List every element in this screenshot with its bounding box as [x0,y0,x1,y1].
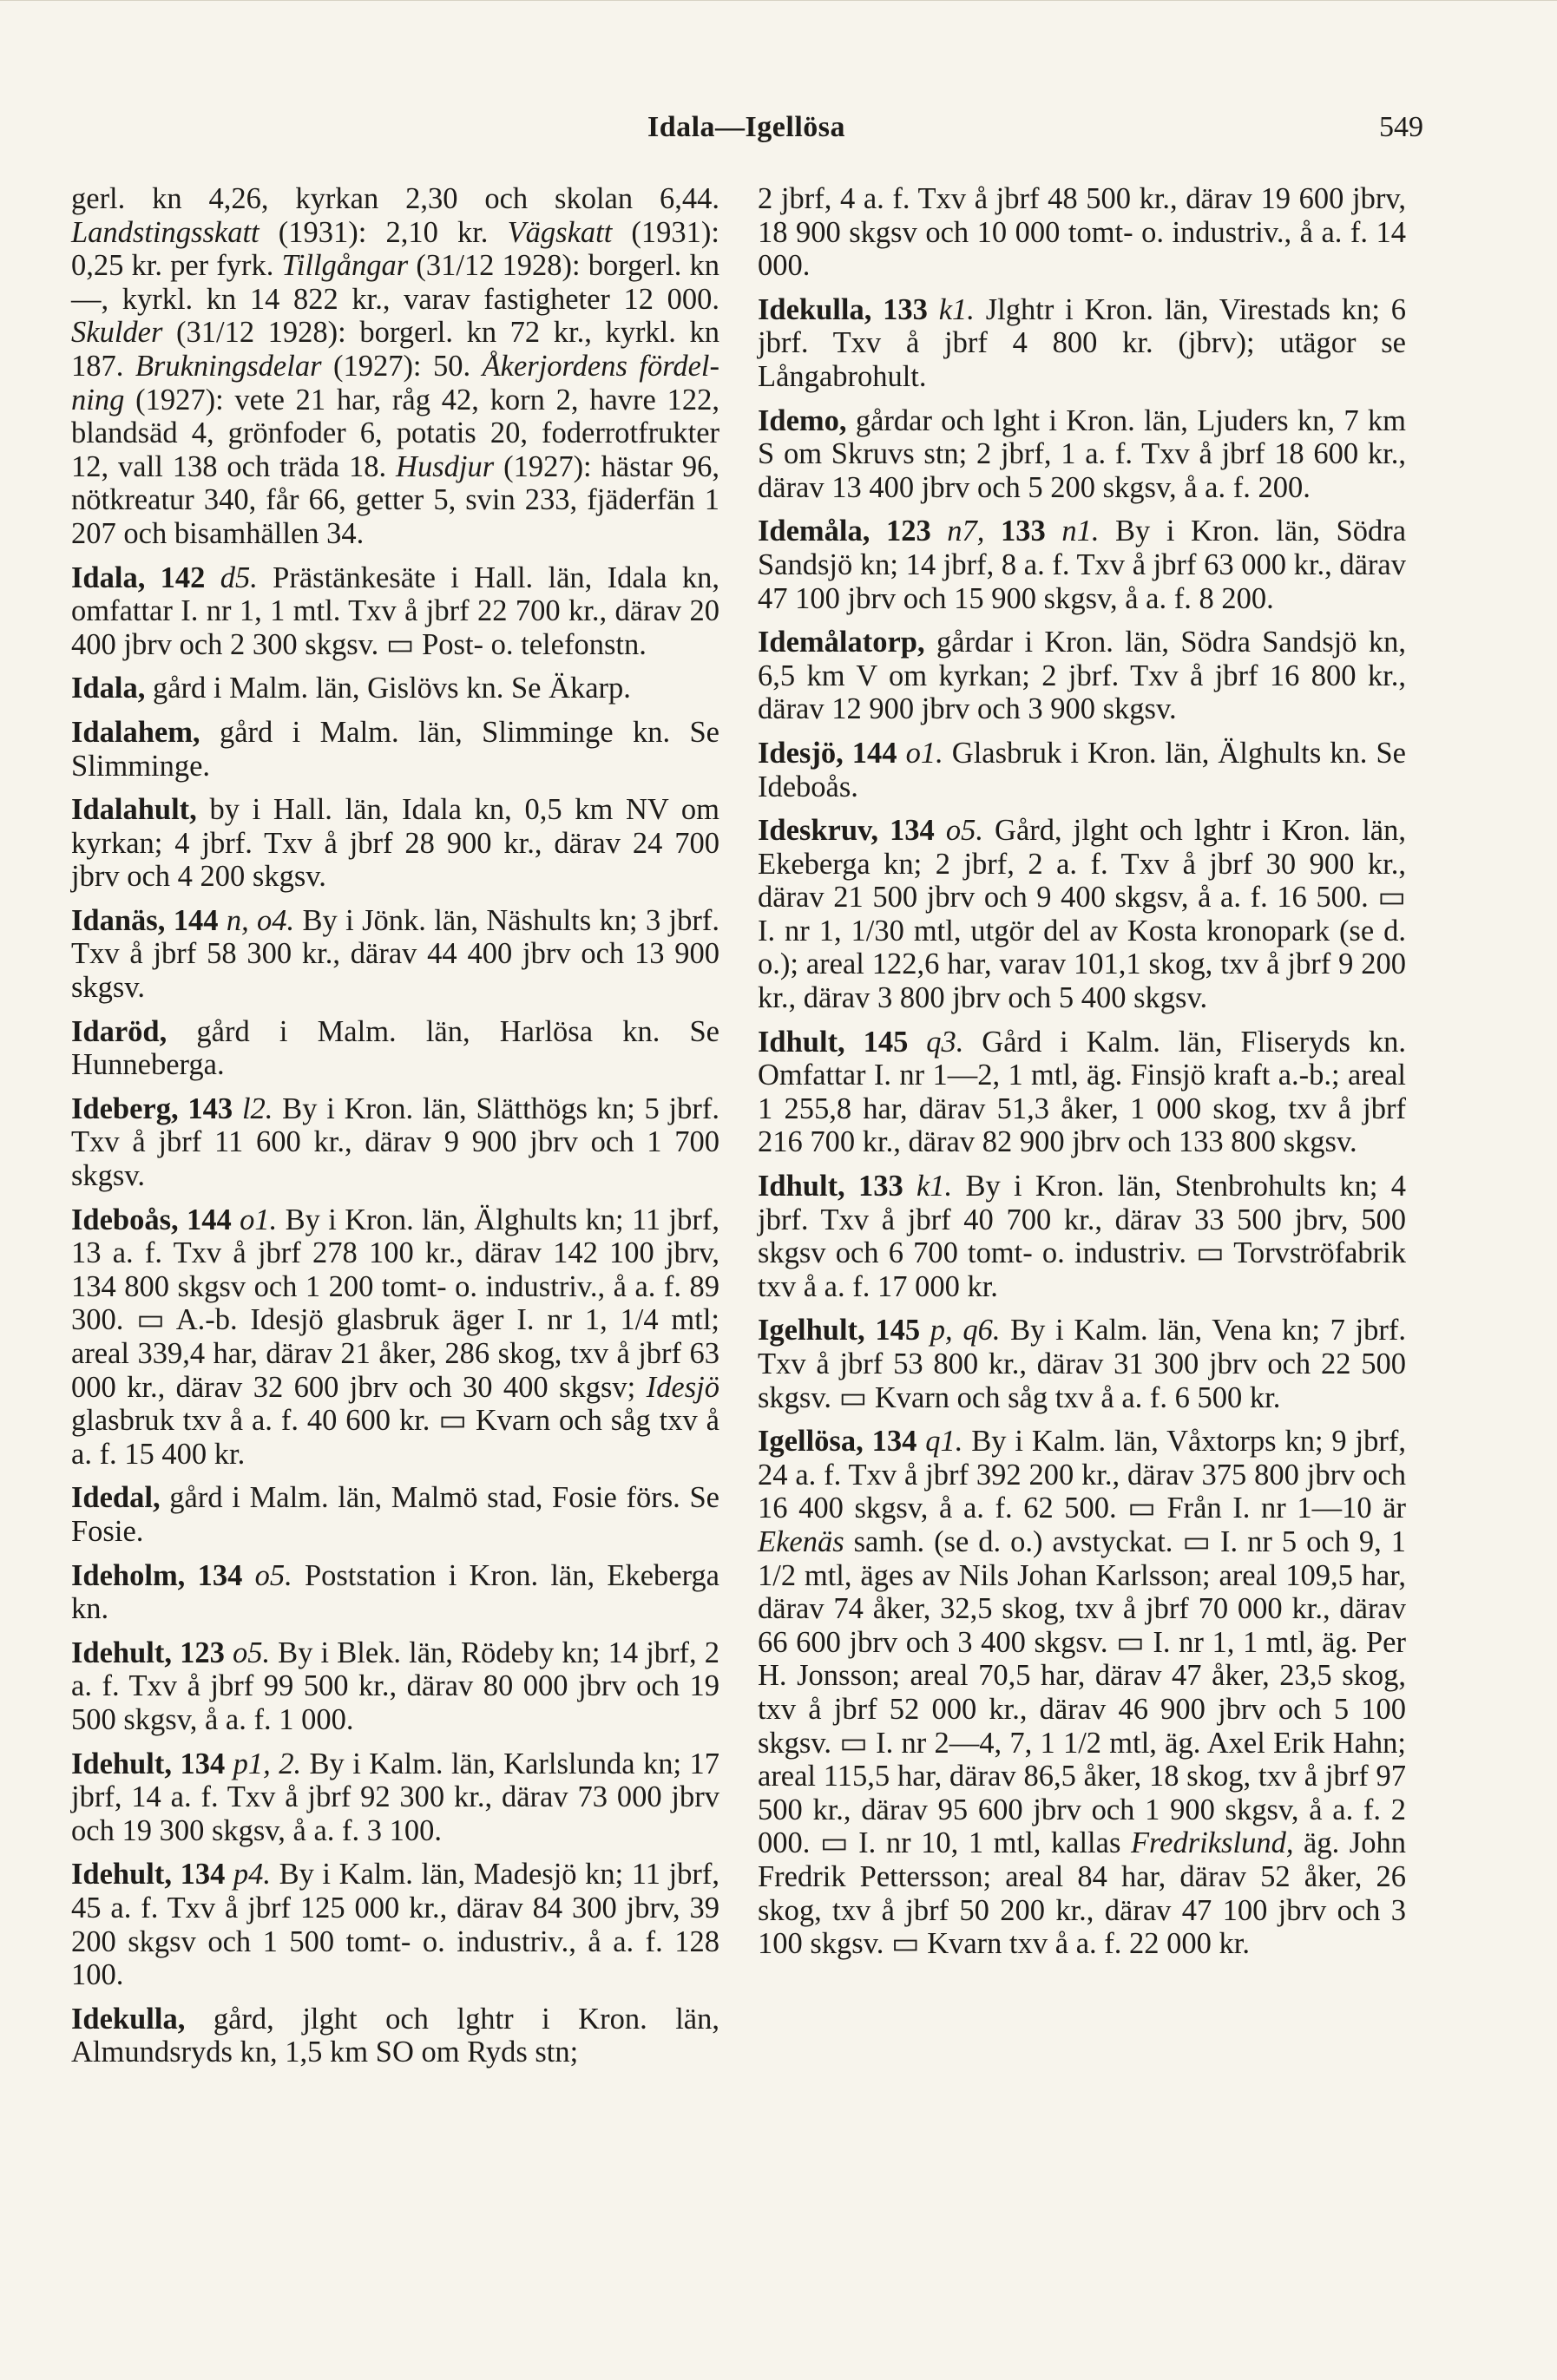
entry-italic-text: k1. [938,292,975,326]
entry-text: (1927): hästar 96, nötkreatur 340, får 66, getter 5, svin 233, fjäderfän 1 207 och bisamhällen 34. [71,449,719,550]
gazetteer-entry [71,1203,719,1472]
gazetteer-entry [758,182,1406,283]
entry-text: gårdar i Kron. län, Södra Sandsjö kn, 6,5 km V om kyrkan; 2 jbrf. Txv å jbrf 16 800 kr., därav 12 900 jbrv och 3 900 skgsv. [758,626,1406,726]
entry-text: By i Kron. län, Slätthögs kn; 5 jbrf. Txv å jbrf 11 600 kr., därav 9 900 jbrv och 1 700 skgsv. [71,1092,719,1193]
entry-text: by i Hall. län, Idala kn, 0,5 km NV om kyrkan; 4 jbrf. Txv å jbrf 28 900 kr., därav 24 700 jbrv och 4 200 skgsv. [71,793,719,894]
entry-italic-text: p1, 2. [233,1747,302,1780]
gazetteer-entry [758,1314,1406,1414]
gazetteer-entry [71,904,719,1005]
entry-text: By i Jönk. län, Näshults kn; 3 jbrf. Txv å jbrf 58 300 kr., därav 44 400 jbrv och 13 900 skgsv. [71,903,719,1005]
gazetteer-entry [71,1858,719,1991]
entry-italic-text: Tillgångar [281,249,409,283]
entry-italic-text: l2. [241,1092,273,1125]
entry-text: (1931): 2,10 kr. [259,215,508,249]
gazetteer-entry [71,1481,719,1548]
gazetteer-entry [758,1170,1406,1303]
entry-headword: Idhult, 133 [758,1170,916,1203]
entry-text: Gård i Kalm. län, Fliseryds kn. Omfattar I. nr 1—2, 1 mtl, äg. Finsjö kraft a.-b.; areal 1 255,8 har, därav 51,3 åker, 1 000 skog, txv å jbrf 216 700 kr., därav 82 900 jbrv och 133 800 skgsv. [758,1025,1407,1159]
gazetteer-entry [758,1425,1406,1961]
entry-italic-text: q1. [925,1425,963,1459]
gazetteer-entry [71,561,719,662]
entry-headword: Ideberg, 143 [71,1092,242,1125]
entry-text: gård i Malm. län, Harlösa kn. Se Hunneberga. [71,1014,719,1082]
entry-italic-text: Skulder [71,316,163,350]
entry-headword: Igellösa, 134 [758,1425,926,1459]
entry-italic-text: Landstingsskatt [71,215,260,249]
running-head: Idala—Igellösa [647,111,846,143]
entry-italic-text: p4. [233,1858,272,1892]
entry-text: Glasbruk i Kron. län, Älghults kn. Se Ideboås. [758,736,1406,803]
entry-italic-text: q3. [926,1025,964,1059]
entry-headword: Idanäs, 144 [71,903,227,937]
gazetteer-entry [758,515,1406,615]
entry-headword: Idaröd, [71,1014,168,1048]
top-edge-rule [0,0,1557,4]
entry-headword: Idekulla, [71,2002,186,2036]
entry-headword: Idemåla, 123 [758,515,948,548]
entry-headword: Igelhult, 145 [758,1314,930,1347]
entry-headword: Idalahem, [71,715,200,749]
gazetteer-entry [758,737,1406,803]
entry-headword: Idhult, 145 [758,1025,927,1059]
gazetteer-entry [71,1636,719,1737]
entry-text: Poststation i Kron. län, Ekeberga kn. [71,1558,719,1626]
left-column [71,182,719,2080]
entry-text: gård i Malm. län, Slimminge kn. Se Slimminge. [71,715,719,783]
entry-italic-text: Husdjur [396,449,495,483]
entry-text: By i Kalm. län, Karlslunda kn; 17 jbrf, 14 a. f. Txv å jbrf 92 300 kr., därav 73 000 jbrv och 19 300 skgsv, å a. f. 3 100. [71,1747,720,1847]
entry-text: By i Kalm. län, Vena kn; 7 jbrf. Txv å jbrf 53 800 kr., därav 31 300 jbrv och 22 500 skgsv. ▭ Kvarn och såg txv å a. f. 6 500 kr. [758,1314,1407,1414]
entry-text: By i Kron. län, Älghults kn; 11 jbrf, 13 a. f. Txv å jbrf 278 100 kr., därav 142 100 jbrv, 134 800 skgsv och 1 200 tomt- o. industriv., å a. f. 89 300. ▭ A.-b. Idesjö glasbruk äger I. nr 1, 1/4 mtl; areal 339,4 har, därav 21 åker, 286 skog, txv å jbrf 63 000 kr., därav 32 600 jbrv och 30 400 skgsv; [71,1203,719,1404]
gazetteer-entry [71,182,719,551]
entry-text: glasbruk txv å a. f. 40 600 kr. ▭ Kvarn och såg txv å a. f. 15 400 kr. [71,1404,719,1471]
entry-text: gård, jlght och lghtr i Kron. län, Almundsryds kn, 1,5 km SO om Ryds stn; [71,2002,719,2069]
gazetteer-entry [71,716,719,783]
entry-italic-text: Fredrikslund, [1130,1826,1294,1860]
entry-italic-text: o5. [945,814,983,848]
entry-headword: Idedal, [71,1481,161,1515]
entry-headword: Ideholm, 134 [71,1558,255,1592]
entry-italic-text: d5. [220,561,258,594]
entry-text: (1931): 0,25 kr. per fyrk. [71,215,719,283]
entry-text: gård i Malm. län, Malmö stad, Fosie förs. Se Fosie. [71,1481,719,1548]
gazetteer-entry [71,1747,719,1848]
entry-text: äg. John Fredrik Pettersson; areal 84 har, därav 52 åker, 26 skog, txv å jbrf 50 200 kr., därav 47 100 jbrv och 3 100 skgsv. ▭ Kvarn txv å a. f. 22 000 kr. [758,1826,1406,1961]
entry-italic-text: n7, [947,515,985,548]
entry-text: gård i Malm. län, Gislövs kn. Se Äkarp. [145,672,631,705]
gazetteer-entry [71,1015,719,1082]
entry-headword: Idekulla, 133 [758,292,939,326]
entry-headword: Idesjö, 144 [758,736,906,770]
entry-text: (1927): 50. [321,349,483,383]
entry-italic-text: p, q6. [930,1314,1001,1347]
entry-italic-text: n, o4. [226,903,295,937]
right-column [758,182,1406,1971]
entry-italic-text: Vägskatt [507,215,613,249]
entry-italic-text: Brukningsdelar [135,349,322,383]
entry-text: (31/12 1928): borgerl. kn —, kyrkl. kn 14 822 kr., varav fastigheter 12 000. [71,249,719,316]
entry-italic-text: o5. [232,1636,271,1669]
entry-italic-text: Ekenäs [758,1524,844,1558]
entry-headword: Idemålatorp, [758,626,925,659]
entry-headword: Ideskruv, 134 [758,814,946,848]
page-number: 549 [1379,111,1423,143]
entry-text: By i Blek. län, Rödeby kn; 14 jbrf, 2 a. f. Txv å jbrf 99 500 kr., därav 80 000 jbrv och 19 500 skgsv, å a. f. 1 000. [71,1636,719,1736]
entry-italic-text: o5. [254,1558,292,1592]
entry-headword: Idala, [71,672,146,705]
entry-text: By i Kalm. län, Våxtorps kn; 9 jbrf, 24 a. f. Txv å jbrf 392 200 kr., därav 375 800 jbrv och 16 400 skgsv, å a. f. 62 500. ▭ Från I. nr 1—10 är [758,1425,1406,1525]
entry-headword: 133 [984,515,1062,548]
entry-headword: Idalahult, [71,793,197,827]
entry-text: samh. (se d. o.) avstyckat. ▭ I. nr 5 och 9, 1 1/2 mtl, äges av Nils Johan Karlsson; areal 109,5 har, därav 74 åker, 32,5 skog, txv å jbrf 70 000 kr., därav 66 600 jbrv och 3 400 skgsv. ▭ I. nr 1, 1 mtl, äg. Per H. Jonsson; areal 70,5 har, därav 47 åker, 23,5 skog, txv å jbrf 52 000 kr., därav 46 900 jbrv och 5 100 skgsv. ▭ I. nr 2—4, 7, 1 1/2 mtl, äg. Axel Erik Hahn; areal 115,5 har, därav 86,5 åker, 18 skog, txv å jbrf 97 500 kr., därav 95 600 jbrv och 1 900 skgsv, å a. f. 2 000. ▭ I. nr 10, 1 mtl, kallas [758,1524,1406,1860]
entry-text: By i Kron. län, Stenbrohults kn; 4 jbrf. Txv å jbrf 40 700 kr., därav 33 500 jbrv, 500 skgsv och 6 700 tomt- o. industriv. ▭ Torvströfabrik txv å a. f. 17 000 kr. [758,1170,1406,1303]
gazetteer-entry [71,1092,719,1193]
gazetteer-entry [758,404,1406,505]
entry-text: (31/12 1928): borgerl. kn 72 kr., kyrkl. kn 187. [71,316,719,383]
entry-text: Prästänkesäte i Hall. län, Idala kn, omfattar I. nr 1, 1 mtl. Txv å jbrf 22 700 kr., därav 20 400 jbrv och 2 300 skgsv. ▭ Post- o. telefonstn. [71,561,719,661]
entry-headword: Idemo, [758,403,847,437]
entry-headword: Idehult, 134 [71,1747,233,1780]
entry-text: By i Kron. län, Södra Sandsjö kn; 14 jbrf, 8 a. f. Txv å jbrf 63 000 kr., därav 47 100 jbrv och 15 900 skgsv, å a. f. 8 200. [758,515,1407,615]
entry-italic-text: Idesjö [646,1370,719,1404]
entry-text: 2 jbrf, 4 a. f. Txv å jbrf 48 500 kr., därav 19 600 jbrv, 18 900 skgsv och 10 000 tomt- o. industriv., å a. f. 14 000. [758,182,1406,283]
entry-italic-text: o1. [240,1203,278,1236]
page-header [69,111,1423,163]
gazetteer-entry [71,1559,719,1626]
gazetteer-entry [758,1026,1406,1159]
entry-headword: Idehult, 123 [71,1636,233,1669]
gazetteer-entry [758,293,1406,394]
entry-text: (1927): vete 21 har, råg 42, korn 2, havre 122, blandsäd 4, grönfoder 6, potatis 20, foderrotfrukter 12, vall 138 och träda 18. [71,383,719,483]
entry-text: By i Kalm. län, Madesjö kn; 11 jbrf, 45 a. f. Txv å jbrf 125 000 kr., därav 84 300 jbrv, 39 200 skgsv och 1 500 tomt- o. industriv., å a. f. 128 100. [71,1858,720,1992]
entry-headword: Idehult, 134 [71,1858,233,1892]
entry-text: Jlghtr i Kron. län, Virestads kn; 6 jbrf. Txv å jbrf 4 800 kr. (jbrv); utägor se Långabrohult. [758,292,1406,393]
gazetteer-entry [71,793,719,894]
gazetteer-entry [758,814,1406,1015]
gazetteer-entry [71,672,719,705]
entry-italic-text: k1. [916,1170,953,1203]
entry-italic-text: o1. [905,736,943,770]
entry-headword: Ideboås, 144 [71,1203,240,1236]
entry-text: Gård, jlght och lghtr i Kron. län, Ekeberga kn; 2 jbrf, 2 a. f. Txv å jbrf 30 900 kr., därav 21 500 jbrv och 9 400 skgsv, å a. f. 16 500. ▭ I. nr 1, 1/30 mtl, utgör del av Kosta kronopark (se d. o.); areal 122,6 har, varav 101,1 skog, txv å jbrf 9 200 kr., därav 3 800 jbrv och 5 400 skgsv. [758,814,1406,1015]
entry-italic-text: Åkerjordens fördelning [71,349,719,416]
entry-headword: Idala, 142 [71,561,220,594]
entry-text: gårdar och lght i Kron. län, Ljuders kn, 7 km S om Skruvs stn; 2 jbrf, 1 a. f. Txv å jbrf 18 600 kr., därav 13 400 jbrv och 5 200 skgsv, å a. f. 200. [758,403,1406,504]
entry-italic-text: n1. [1061,515,1100,548]
gazetteer-entry [71,2003,719,2069]
entry-text: gerl. kn 4,26, kyrkan 2,30 och skolan 6,44. [71,182,719,215]
gazetteer-entry [758,626,1406,726]
